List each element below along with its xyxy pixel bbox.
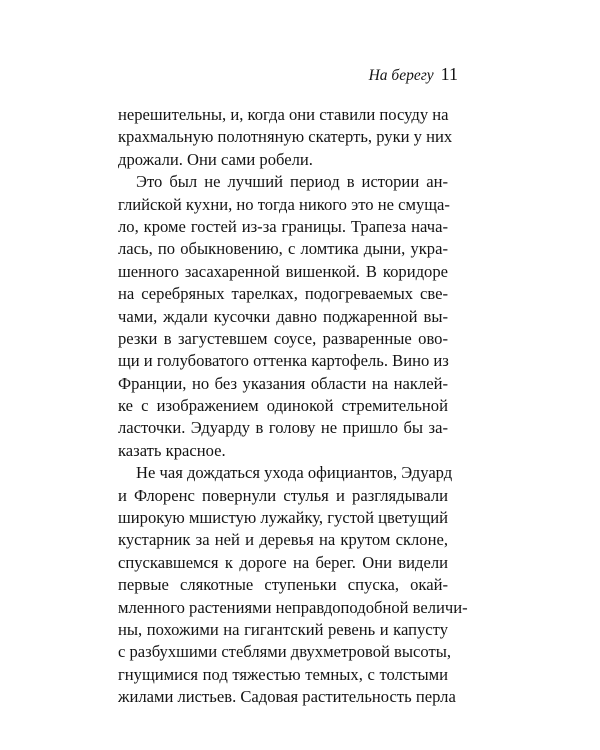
chapter-title: На берегу: [368, 67, 434, 84]
text-line: с разбухшими стеблями двухметровой высоты,: [118, 642, 452, 662]
text-line: мленного растениями неправдоподобной величи-: [118, 597, 468, 617]
text-line: гнущимися под тяжестью темных, с толстыми: [118, 664, 448, 684]
text-line: казать красное.: [118, 440, 226, 460]
text-line: ло, кроме гостей из-за границы. Трапеза нача-: [118, 216, 448, 236]
text-line: нерешительны, и, когда они ставили посуду на: [118, 105, 449, 124]
text-line: резки в загустевшем соусе, разваренные ово-: [118, 328, 448, 348]
text-line: глийской кухни, но тогда никого это не смуща-: [118, 194, 450, 214]
text-line: Не чая дождаться ухода официантов, Эдуард: [136, 463, 453, 483]
text-line: ны, похожими на гигантский ревень и капусту: [118, 619, 448, 639]
text-line: ласточки. Эдуарду в голову не пришло бы за-: [118, 418, 448, 438]
page-number: 11: [440, 64, 458, 84]
text-line: первые слякотные ступеньки спуска, окай-: [118, 575, 448, 595]
running-header: [369, 64, 458, 86]
text-line: и Флоренс повернули стулья и разглядывали: [118, 485, 448, 505]
text-line: жилами листьев. Садовая растительность перла: [118, 687, 456, 707]
text-line: широкую мшистую лужайку, густой цветущий: [118, 508, 448, 528]
text-line: лась, по обыкновению, с ломтика дыни, укра-: [118, 239, 448, 259]
text-line: шенного засахаренной вишенкой. В коридоре: [118, 261, 448, 281]
body-text: [118, 104, 468, 709]
text-line: крахмальную полотняную скатерть, руки у них: [118, 127, 453, 147]
text-line: Это был не лучший период в истории ан-: [136, 172, 448, 192]
text-line: чами, ждали кусочки давно поджаренной вы-: [118, 306, 448, 326]
text-line: ке с изображением одинокой стремительной: [118, 396, 448, 416]
text-line: кустарник за ней и деревья на крутом склоне,: [118, 530, 448, 550]
text-line: спускавшемся к дороге на берег. Они видели: [118, 552, 448, 572]
text-line: на серебряных тарелках, подогреваемых све-: [118, 284, 448, 304]
text-line: Франции, но без указания области на наклей-: [118, 373, 448, 393]
text-line: дрожали. Они сами робели.: [118, 149, 313, 169]
text-line: щи и голубоватого оттенка картофель. Вино из: [118, 351, 449, 371]
